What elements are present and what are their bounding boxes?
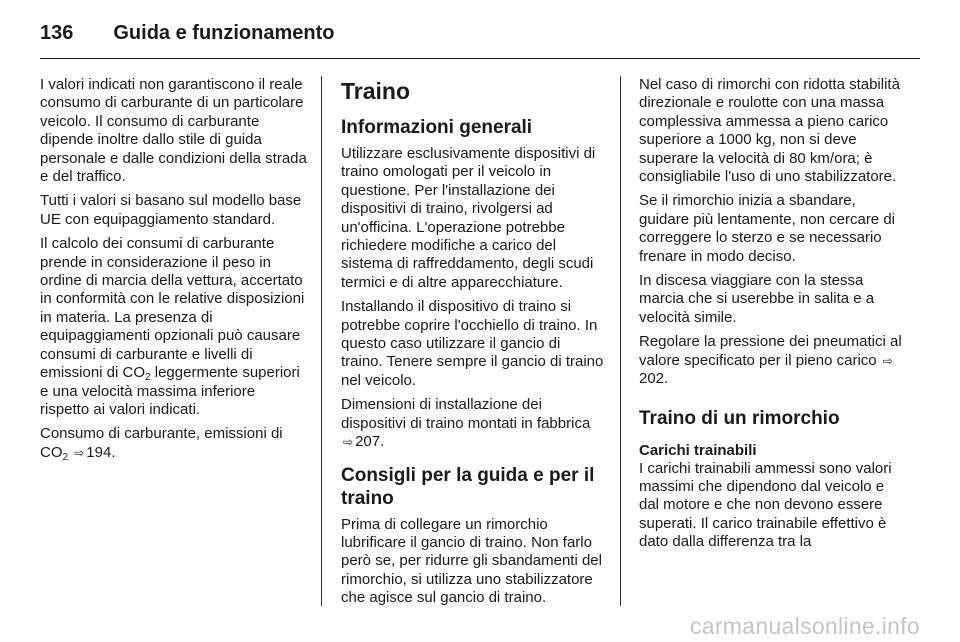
paragraph: I carichi trainabili ammessi sono valori massimi che dipendono dal veicolo e dal motore e che non devono essere superati. Il carico trainabile effettivo è dato dalla differenza tra la [639,459,892,551]
header-divider [40,58,920,59]
page-number: 136 [40,21,74,44]
paragraph: Regolare la pressione dei pneumatici al valore specificato per il pieno carico ⇨202. [639,333,902,388]
paragraph: In discesa viaggiare con la stessa marcia che si userebbe in salita e a velocità simile. [639,272,875,326]
subsection-title: Consigli per la guida e per il traino [341,464,595,509]
page-reference-link[interactable]: 202. [639,370,669,388]
paragraph: Tutti i valori si basano sul modello base UE con equipaggiamento standard. [40,192,302,228]
paragraph: Dimensioni di installazione dei dispositivi di traino montati in fabbrica ⇨ 207. [341,396,591,451]
page-reference-icon: ⇨ [882,353,893,368]
section-title: Traino [341,78,411,104]
paragraph: I valori indicati non garantiscono il reale consumo di carburante di un particolare veicolo. Il consumo di carburante dipende inoltre dallo stile di guida personale e dalle condizioni della strada e del traffico. [40,76,307,186]
column-left [40,76,308,468]
watermark: carmanualsonline.info [689,613,920,639]
page-reference-link[interactable]: 194. [86,443,116,461]
subsection-title: Traino di un rimorchio [639,407,840,429]
page-reference-icon: ⇨ [343,435,354,450]
column-right [639,76,903,558]
paragraph: Il calcolo dei consumi di carburante prende in considerazione il peso in ordine di marcia della vettura, accertato in conformità con le relative disposizioni in materia. La presenza di equipaggiamenti opzionali può causare consumi di carburante e livelli di emissioni di $CO_2$ leggermente superiori e una velocità massima inferiore rispetto ai valori indicati. [40,235,305,418]
paragraph: Installando il dispositivo di traino si potrebbe coprire l'occhiello di traino. In questo caso utilizzare il gancio di traino. Tenere sempre il gancio di traino nel veicolo. [341,298,604,389]
paragraph: Utilizzare esclusivamente dispositivi di traino omologati per il veicolo in questione. Per l'installazione dei dispositivi di traino, rivolgersi ad un'officina. L'operazione potrebbe richiedere modifiche a carico del sistema di raffreddamento, degli scudi termici e di altre apparecchiature. [341,145,596,291]
paragraph: Prima di collegare un rimorchio lubrificare il gancio di traino. Non farlo però se, per ridurre gli sbandamenti del rimorchio, si utilizza uno stabilizzatore che agisce sul gancio di traino. [341,515,602,607]
column-divider [620,76,621,606]
running-title: Guida e funzionamento [113,21,335,44]
paragraph: Consumo di carburante, emissioni di $CO_2$ ⇨ 194. [40,425,283,463]
column-divider [321,76,322,606]
paragraph: Nel caso di rimorchi con ridotta stabilità direzionale e roulotte con una massa complessiva ammessa a pieno carico superiore a 1000 kg, non si deve superare la velocità di 80 km/ora; è consigliabile l'uso di uno stabilizzatore. [639,76,900,186]
page-header [40,16,335,50]
page-reference-link[interactable]: 207. [355,433,385,451]
sub-subsection-title: Carichi trainabili [639,441,757,459]
subsection-title: Informazioni generali [341,117,533,138]
page-reference-icon: ⇨ [74,445,85,460]
column-middle [341,76,605,614]
paragraph: Se il rimorchio inizia a sbandare, guidare più lentamente, non cercare di correggere lo sterzo e se necessario frenare in modo deciso. [639,192,895,265]
